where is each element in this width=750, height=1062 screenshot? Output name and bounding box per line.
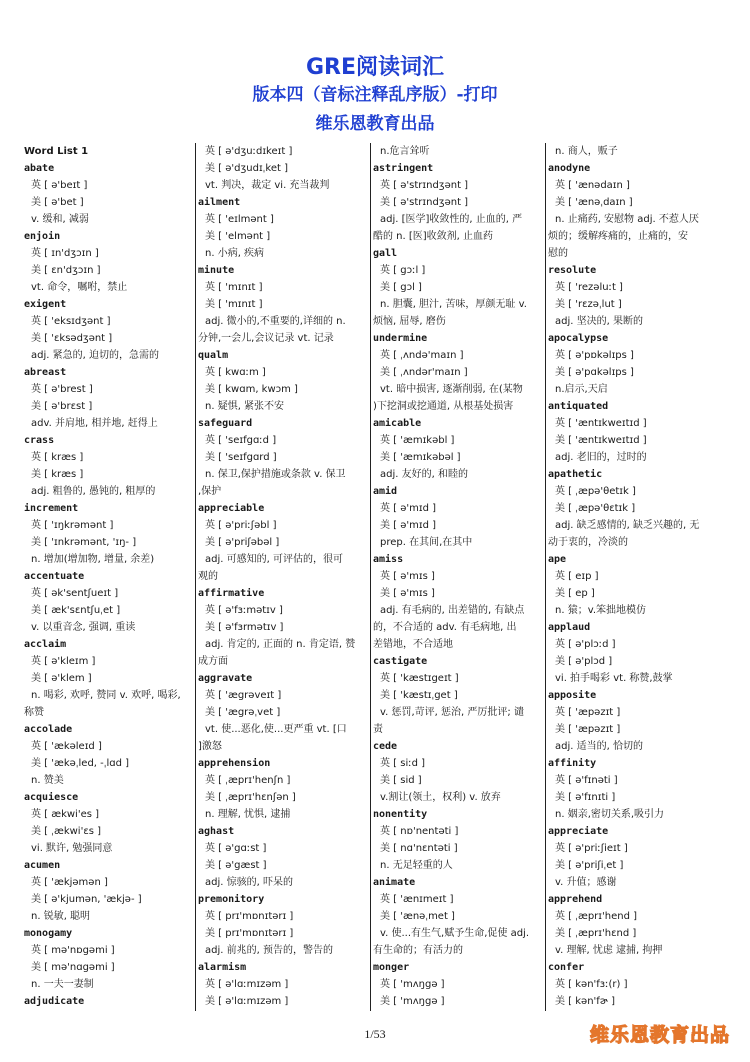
entry-detail: 英 [ gɔːl ]	[380, 265, 426, 276]
headword: exigent	[24, 299, 67, 310]
entry-detail: 英 [ ə'beɪt ]	[31, 180, 88, 191]
entry-detail: 英 [ 'æpəzɪt ]	[555, 707, 621, 718]
entry-detail: 英 [ ˌæprɪ'henʃn ]	[205, 775, 291, 786]
entry-detail: 美 [ ə'dʒudɪˌket ]	[205, 163, 289, 174]
entry-detail: 英 [ 'ænədaɪn ]	[555, 180, 630, 191]
entry-detail: 美 [ prɪ'mɒnɪtərɪ ]	[205, 928, 294, 939]
entry-detail: vi. 拍手喝彩 vt. 称赞,鼓掌	[555, 673, 673, 684]
word-column-2	[198, 143, 370, 1011]
entry-detail: 美 [ 'rɛzəˌlut ]	[555, 299, 622, 310]
entry-detail: 美 [ ˌæpə'θɛtɪk ]	[555, 503, 636, 514]
entry-detail: 英 [ 'mɪnɪt ]	[205, 282, 263, 293]
entry-detail: v. 以重音念, 强调, 重读	[31, 622, 136, 633]
entry-detail: adj. 可感知的, 可评估的，很可	[205, 554, 343, 565]
word-column-1	[24, 143, 194, 1011]
headword: affirmative	[198, 588, 265, 599]
entry-continuation: 称赞	[24, 707, 44, 718]
entry-detail: 美 [ 'elmənt ]	[205, 231, 271, 242]
entry-detail: 美 [ 'æntɪkweɪtɪd ]	[555, 435, 647, 446]
entry-detail: 英 [ ə'priːʃəbl ]	[205, 520, 277, 531]
headword: alarmism	[198, 962, 247, 973]
entry-detail: 英 [ ək'sentʃueɪt ]	[31, 588, 119, 599]
document-subtitle: 版本四（音标注释乱序版）-打印	[252, 85, 498, 105]
entry-continuation: 烦恼, 屈辱, 磨伤	[373, 316, 446, 327]
entry-detail: 英 [ 'ænɪmeɪt ]	[380, 894, 454, 905]
entry-detail: 美 [ ə'gæst ]	[205, 860, 267, 871]
entry-detail: 美 [ ə'mɪd ]	[380, 520, 437, 531]
entry-detail: 美 [ ə'plɔd ]	[555, 656, 613, 667]
entry-detail: 美 [ 'kæstɪˌget ]	[380, 690, 458, 701]
entry-detail: 美 [ 'ækəˌled, -ˌlɑd ]	[31, 758, 130, 769]
entry-detail: n. 姻亲,密切关系,吸引力	[555, 809, 665, 820]
entry-continuation: 有生命的；有活力的	[373, 945, 463, 956]
headword: accolade	[24, 724, 73, 735]
entry-detail: 美 [ 'mʌŋgə ]	[380, 996, 445, 1007]
entry-detail: 美 [ ə'priʃiˌet ]	[555, 860, 624, 871]
entry-detail: 美 [ 'seɪfgɑrd ]	[205, 452, 277, 463]
entry-detail: adj. 粗鲁的, 愚钝的, 粗厚的	[31, 486, 156, 497]
entry-detail: 英 [ 'ækjəmən ]	[31, 877, 108, 888]
entry-detail: adj. 坚决的, 果断的	[555, 316, 643, 327]
entry-detail: 英 [ prɪ'mɒnɪtərɪ ]	[205, 911, 294, 922]
headword: minute	[198, 265, 235, 276]
entry-detail: 英 [ eɪp ]	[555, 571, 599, 582]
entry-detail: v. 理解, 忧虑 逮捕, 拘押	[555, 945, 663, 956]
entry-detail: adj. 紧急的, 迫切的，急需的	[31, 350, 159, 361]
headword: cede	[373, 741, 398, 752]
entry-continuation: 观的	[198, 571, 218, 582]
entry-detail: n.危言耸听	[380, 146, 430, 157]
headword: castigate	[373, 656, 428, 667]
entry-detail: prep. 在其间,在其中	[380, 537, 473, 548]
column-divider	[545, 143, 546, 1011]
entry-detail: 美 [ ˌʌndər'maɪn ]	[380, 367, 468, 378]
entry-continuation: )下挖洞或挖通道, 从根基处损害	[373, 401, 514, 412]
document-title: GRE阅读词汇	[305, 55, 445, 80]
word-column-3	[373, 143, 545, 1011]
entry-detail: 美 [ 'ɪnkrəmənt, 'ɪŋ- ]	[31, 537, 137, 548]
headword: increment	[24, 503, 79, 514]
entry-detail: 美 [ æk'sɛntʃuˌet ]	[31, 605, 121, 616]
headword: affinity	[548, 758, 597, 769]
entry-detail: 美 [ ə'bet ]	[31, 197, 84, 208]
headword: qualm	[198, 350, 229, 361]
headword: animate	[373, 877, 416, 888]
entry-detail: 美 [ ə'brɛst ]	[31, 401, 93, 412]
entry-detail: v. 惩罚,苛评, 惩治, 严厉批评; 谴	[380, 707, 524, 718]
entry-detail: 美 [ ə'priʃəbəl ]	[205, 537, 280, 548]
headword: monogamy	[24, 928, 73, 939]
headword: appreciable	[198, 503, 265, 514]
headword: aggravate	[198, 673, 253, 684]
entry-detail: 英 [ ə'pɒkəlɪps ]	[555, 350, 634, 361]
headword: ape	[548, 554, 567, 565]
headword: enjoin	[24, 231, 61, 242]
entry-detail: vt. 暗中损害, 逐渐削弱, 在(某物	[380, 384, 523, 395]
headword: apprehend	[548, 894, 603, 905]
entry-detail: n. 保卫,保护措施或条款 v. 保卫	[205, 469, 346, 480]
entry-detail: 英 [ 'ægrəveɪt ]	[205, 690, 282, 701]
headword: acumen	[24, 860, 61, 871]
entry-detail: 英 [ ə'gɑːst ]	[205, 843, 267, 854]
entry-detail: n. 无足轻重的人	[380, 860, 453, 871]
entry-detail: 英 [ ɪn'dʒɔɪn ]	[31, 248, 99, 259]
entry-detail: adj. 有毛病的, 出差错的, 有缺点	[380, 605, 525, 616]
publisher-line: 维乐恩教育出品	[315, 114, 435, 134]
watermark-logo: 维乐恩教育出品	[589, 1024, 730, 1046]
entry-detail: n.启示,天启	[555, 384, 608, 395]
entry-detail: n. 小病, 疾病	[205, 248, 265, 259]
headword: amiss	[373, 554, 404, 565]
headword: apocalypse	[548, 333, 609, 344]
entry-detail: 美 [ ə'pɑkəlɪps ]	[555, 367, 634, 378]
entry-continuation: 动于衷的，冷淡的	[548, 537, 628, 548]
entry-continuation: ,保护	[198, 486, 222, 497]
entry-detail: 美 [ 'ɛksədʒənt ]	[31, 333, 113, 344]
entry-detail: 英 [ 'ɪŋkrəmənt ]	[31, 520, 114, 531]
entry-continuation: 成方面	[198, 656, 228, 667]
entry-detail: vt. 使...恶化,使...更严重 vt. [口	[205, 724, 347, 735]
headword: confer	[548, 962, 585, 973]
headword: abreast	[24, 367, 67, 378]
headword: antiquated	[548, 401, 609, 412]
entry-detail: n. 疑惧, 紧张不安	[205, 401, 285, 412]
entry-detail: 美 [ 'ægrəˌvet ]	[205, 707, 281, 718]
entry-detail: 美 [ 'ænəˌdaɪn ]	[555, 197, 633, 208]
word-list-heading: Word List 1	[24, 146, 89, 157]
entry-detail: 美 [ ˌæprɪ'hɛnʃən ]	[205, 792, 296, 803]
headword: premonitory	[198, 894, 265, 905]
entry-detail: 美 [ ˌæprɪ'hɛnd ]	[555, 928, 637, 939]
headword: astringent	[373, 163, 434, 174]
headword: apathetic	[548, 469, 603, 480]
headword: apprehension	[198, 758, 271, 769]
entry-detail: 英 [ ə'kleɪm ]	[31, 656, 96, 667]
entry-continuation: ]激怒	[198, 741, 222, 752]
headword: apposite	[548, 690, 597, 701]
entry-detail: 美 [ 'ænəˌmet ]	[380, 911, 455, 922]
entry-detail: 英 [ nɒ'nentəti ]	[380, 826, 459, 837]
entry-detail: adj. 适当的, 恰切的	[555, 741, 643, 752]
column-divider	[370, 143, 371, 1011]
entry-detail: 英 [ 'seɪfgɑːd ]	[205, 435, 277, 446]
headword: crass	[24, 435, 55, 446]
headword: amicable	[373, 418, 422, 429]
entry-continuation: 烦的；缓解疼痛的，止痛的，安	[548, 231, 688, 242]
entry-detail: vt. 判决，裁定 vi. 充当裁判	[205, 180, 330, 191]
entry-detail: n. 胆囊, 胆汁, 苦味，厚颜无耻 v.	[380, 299, 527, 310]
entry-detail: 英 [ kən'fɜː(r) ]	[555, 979, 628, 990]
entry-detail: adj. 前兆的, 预告的，警告的	[205, 945, 333, 956]
entry-continuation: 责	[373, 724, 383, 735]
entry-detail: n. 商人，贩子	[555, 146, 618, 157]
entry-detail: 美 [ ə'kjumən, 'ækjə- ]	[31, 894, 142, 905]
entry-detail: 英 [ ə'lɑːmɪzəm ]	[205, 979, 289, 990]
entry-detail: vt. 命令，嘱咐，禁止	[31, 282, 128, 293]
entry-detail: 美 [ nɑ'nɛntəti ]	[380, 843, 458, 854]
entry-detail: n. 喝彩, 欢呼, 赞同 v. 欢呼, 喝彩,	[31, 690, 181, 701]
entry-detail: n. 止痛药, 安慰物 adj. 不惹人厌	[555, 214, 699, 225]
entry-detail: 英 [ ˌæpə'θetɪk ]	[555, 486, 636, 497]
entry-detail: n. 增加(增加物, 增量, 余差)	[31, 554, 155, 565]
entry-detail: 英 [ ækwi'es ]	[31, 809, 100, 820]
entry-detail: 美 [ kən'fɚ ]	[555, 996, 616, 1007]
headword: abate	[24, 163, 55, 174]
entry-detail: adj. 惊骇的, 吓呆的	[205, 877, 293, 888]
column-divider	[195, 143, 196, 1011]
entry-detail: 美 [ ə'strɪndʒənt ]	[380, 197, 469, 208]
entry-detail: 美 [ ˌækwi'ɛs ]	[31, 826, 102, 837]
headword: acquiesce	[24, 792, 79, 803]
entry-detail: 美 [ 'æmɪkəbəl ]	[380, 452, 461, 463]
entry-detail: adj. 微小的,不重要的,详细的 n.	[205, 316, 346, 327]
entry-detail: n. 赞美	[31, 775, 64, 786]
headword: undermine	[373, 333, 428, 344]
entry-detail: 英 [ 'eɪlmənt ]	[205, 214, 274, 225]
entry-continuation: 慰的	[548, 248, 568, 259]
headword: adjudicate	[24, 996, 85, 1007]
entry-detail: vi. 默许, 勉强同意	[31, 843, 113, 854]
entry-detail: 英 [ 'mʌŋgə ]	[380, 979, 445, 990]
entry-detail: 英 [ ə'strɪndʒənt ]	[380, 180, 469, 191]
entry-detail: 美 [ 'æpəzɪt ]	[555, 724, 621, 735]
page-number: 1/53	[364, 1027, 386, 1041]
entry-detail: adv. 并肩地, 相并地, 赶得上	[31, 418, 158, 429]
entry-continuation: 差错地，不合适地	[373, 639, 453, 650]
headword: anodyne	[548, 163, 591, 174]
entry-detail: 美 [ ep ]	[555, 588, 595, 599]
entry-detail: adj. 肯定的, 正面的 n. 肯定语, 赞	[205, 639, 356, 650]
headword: monger	[373, 962, 410, 973]
entry-detail: 英 [ ə'fɜːmətɪv ]	[205, 605, 283, 616]
entry-detail: v. 缓和, 减弱	[31, 214, 89, 225]
entry-continuation: 的，不合适的 adv. 有毛病地, 出	[373, 622, 517, 633]
entry-detail: 英 [ ə'mɪd ]	[380, 503, 437, 514]
entry-detail: 英 [ ə'fɪnəti ]	[555, 775, 618, 786]
entry-detail: 英 [ siːd ]	[380, 758, 426, 769]
entry-detail: 美 [ ə'klem ]	[31, 673, 92, 684]
headword: ailment	[198, 197, 241, 208]
headword: safeguard	[198, 418, 253, 429]
entry-detail: 英 [ 'æmɪkəbl ]	[380, 435, 455, 446]
entry-detail: 英 [ ə'dʒuːdɪkeɪt ]	[205, 146, 293, 157]
word-column-4	[548, 143, 722, 1011]
entry-detail: n. 锐敏, 聪明	[31, 911, 91, 922]
entry-detail: 英 [ ə'mɪs ]	[380, 571, 435, 582]
entry-detail: 英 [ 'æntɪkweɪtɪd ]	[555, 418, 647, 429]
entry-detail: 英 [ mə'nɒgəmi ]	[31, 945, 115, 956]
entry-detail: 英 [ ˌæprɪ'hend ]	[555, 911, 638, 922]
entry-detail: n. 理解, 忧惧, 逮捕	[205, 809, 291, 820]
entry-detail: 美 [ gɔl ]	[380, 282, 422, 293]
headword: gall	[373, 248, 398, 259]
headword: accentuate	[24, 571, 85, 582]
entry-detail: 英 [ ə'brest ]	[31, 384, 93, 395]
entry-detail: v.割让(领土，权利) v. 放弃	[380, 792, 501, 803]
entry-detail: 英 [ 'kæstɪgeɪt ]	[380, 673, 459, 684]
entry-detail: n. 一夫一妻制	[31, 979, 94, 990]
entry-continuation: 酷的 n. [医]收敛剂, 止血药	[373, 231, 494, 242]
entry-detail: 美 [ kræs ]	[31, 469, 84, 480]
entry-detail: 美 [ mə'nɑgəmi ]	[31, 962, 115, 973]
entry-detail: 英 [ ˌʌndə'maɪn ]	[380, 350, 464, 361]
entry-detail: 英 [ ə'plɔːd ]	[555, 639, 616, 650]
entry-detail: 美 [ sid ]	[380, 775, 422, 786]
entry-detail: 英 [ kræs ]	[31, 452, 84, 463]
entry-detail: 英 [ ə'priːʃieɪt ]	[555, 843, 628, 854]
entry-detail: 美 [ ə'fɜrmətɪv ]	[205, 622, 284, 633]
entry-detail: 美 [ ə'lɑːmɪzəm ]	[205, 996, 289, 1007]
entry-detail: 美 [ ə'fɪnɪti ]	[555, 792, 616, 803]
entry-detail: n. 猿；v.笨拙地模仿	[555, 605, 647, 616]
entry-detail: v. 升值；感谢	[555, 877, 617, 888]
entry-detail: 英 [ 'eksɪdʒənt ]	[31, 316, 111, 327]
headword: amid	[373, 486, 398, 497]
headword: aghast	[198, 826, 235, 837]
entry-detail: 英 [ kwɑːm ]	[205, 367, 266, 378]
entry-detail: 美 [ ə'mɪs ]	[380, 588, 435, 599]
entry-detail: 英 [ 'rezəluːt ]	[555, 282, 623, 293]
headword: applaud	[548, 622, 591, 633]
entry-detail: v. 使...有生气,赋予生命,促使 adj.	[380, 928, 530, 939]
entry-detail: adj. 友好的, 和睦的	[380, 469, 468, 480]
entry-detail: 美 [ kwɑm, kwɔm ]	[205, 384, 298, 395]
entry-detail: 美 [ 'mɪnɪt ]	[205, 299, 263, 310]
entry-detail: adj. 老旧的，过时的	[555, 452, 647, 463]
entry-continuation: 分钟,一会儿,会议记录 vt. 记录	[198, 333, 334, 344]
headword: resolute	[548, 265, 597, 276]
headword: appreciate	[548, 826, 609, 837]
entry-detail: 美 [ ɛn'dʒɔɪn ]	[31, 265, 101, 276]
entry-detail: adj. [医学]收敛性的, 止血的, 严	[380, 214, 523, 225]
headword: nonentity	[373, 809, 428, 820]
entry-detail: adj. 缺乏感情的, 缺乏兴趣的, 无	[555, 520, 700, 531]
entry-detail: 英 [ 'ækəleɪd ]	[31, 741, 102, 752]
headword: acclaim	[24, 639, 67, 650]
